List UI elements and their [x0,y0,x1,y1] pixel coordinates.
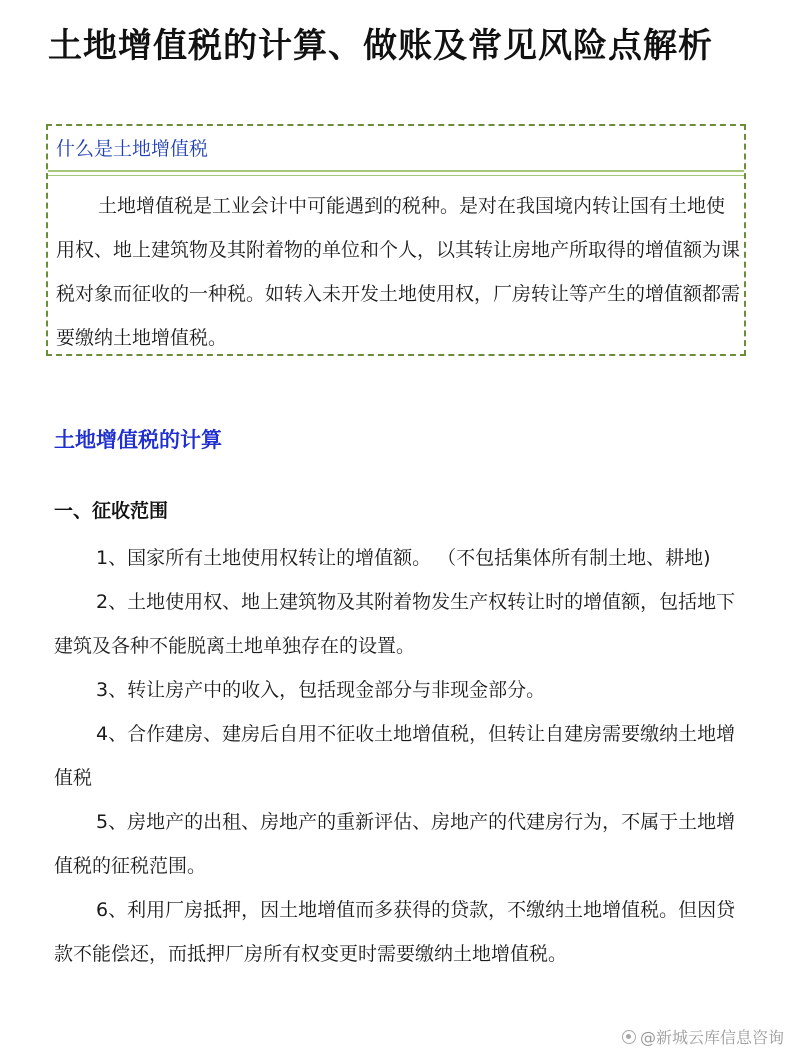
list-item: 5、房地产的出租、房地产的重新评估、房地产的代建房行为，不属于土地增值税的征税范围。 [54,811,736,877]
list-item: 1、国家所有土地使用权转让的增值额。 （不包括集体所有制土地、耕地) [96,547,711,569]
definition-box-title: 什么是土地增值税 [56,138,209,160]
list-item: 4、合作建房、建房后自用不征收土地增值税，但转让自建房需要缴纳土地增值税 [54,723,736,789]
definition-box [46,124,746,356]
page-title: 土地增值税的计算、做账及常见风险点解析 [48,26,713,66]
list-item: 6、利用厂房抵押，因土地增值而多获得的贷款，不缴纳土地增值税。但因贷款不能偿还，而抵押厂房所有权变更时需要缴纳土地增值税。 [54,899,736,965]
section-title: 土地增值税的计算 [54,428,222,452]
list-item: 2、土地使用权、地上建筑物及其附着物发生产权转让时的增值额，包括地下建筑及各种不能脱离土地单独存在的设置。 [54,591,736,657]
list-item: 3、转让房产中的收入，包括现金部分与非现金部分。 [96,679,546,701]
watermark [622,1025,784,1048]
section-subtitle: 一、征收范围 [54,500,169,522]
definition-box-header [48,126,744,172]
brand-logo-icon [622,1030,636,1044]
watermark-text: @新城云库信息咨询 [639,1028,784,1047]
definition-box-body: 土地增值税是工业会计中可能遇到的税种。是对在我国境内转让国有土地使用权、地上建筑物及其附着物的单位和个人，以其转让房地产所取得的增值额为课税对象而征收的一种税。如转入未开发土地使用权，厂房转让等产生的增值额都需要缴纳土地增值税。 [56,195,741,349]
scope-list [54,536,754,976]
